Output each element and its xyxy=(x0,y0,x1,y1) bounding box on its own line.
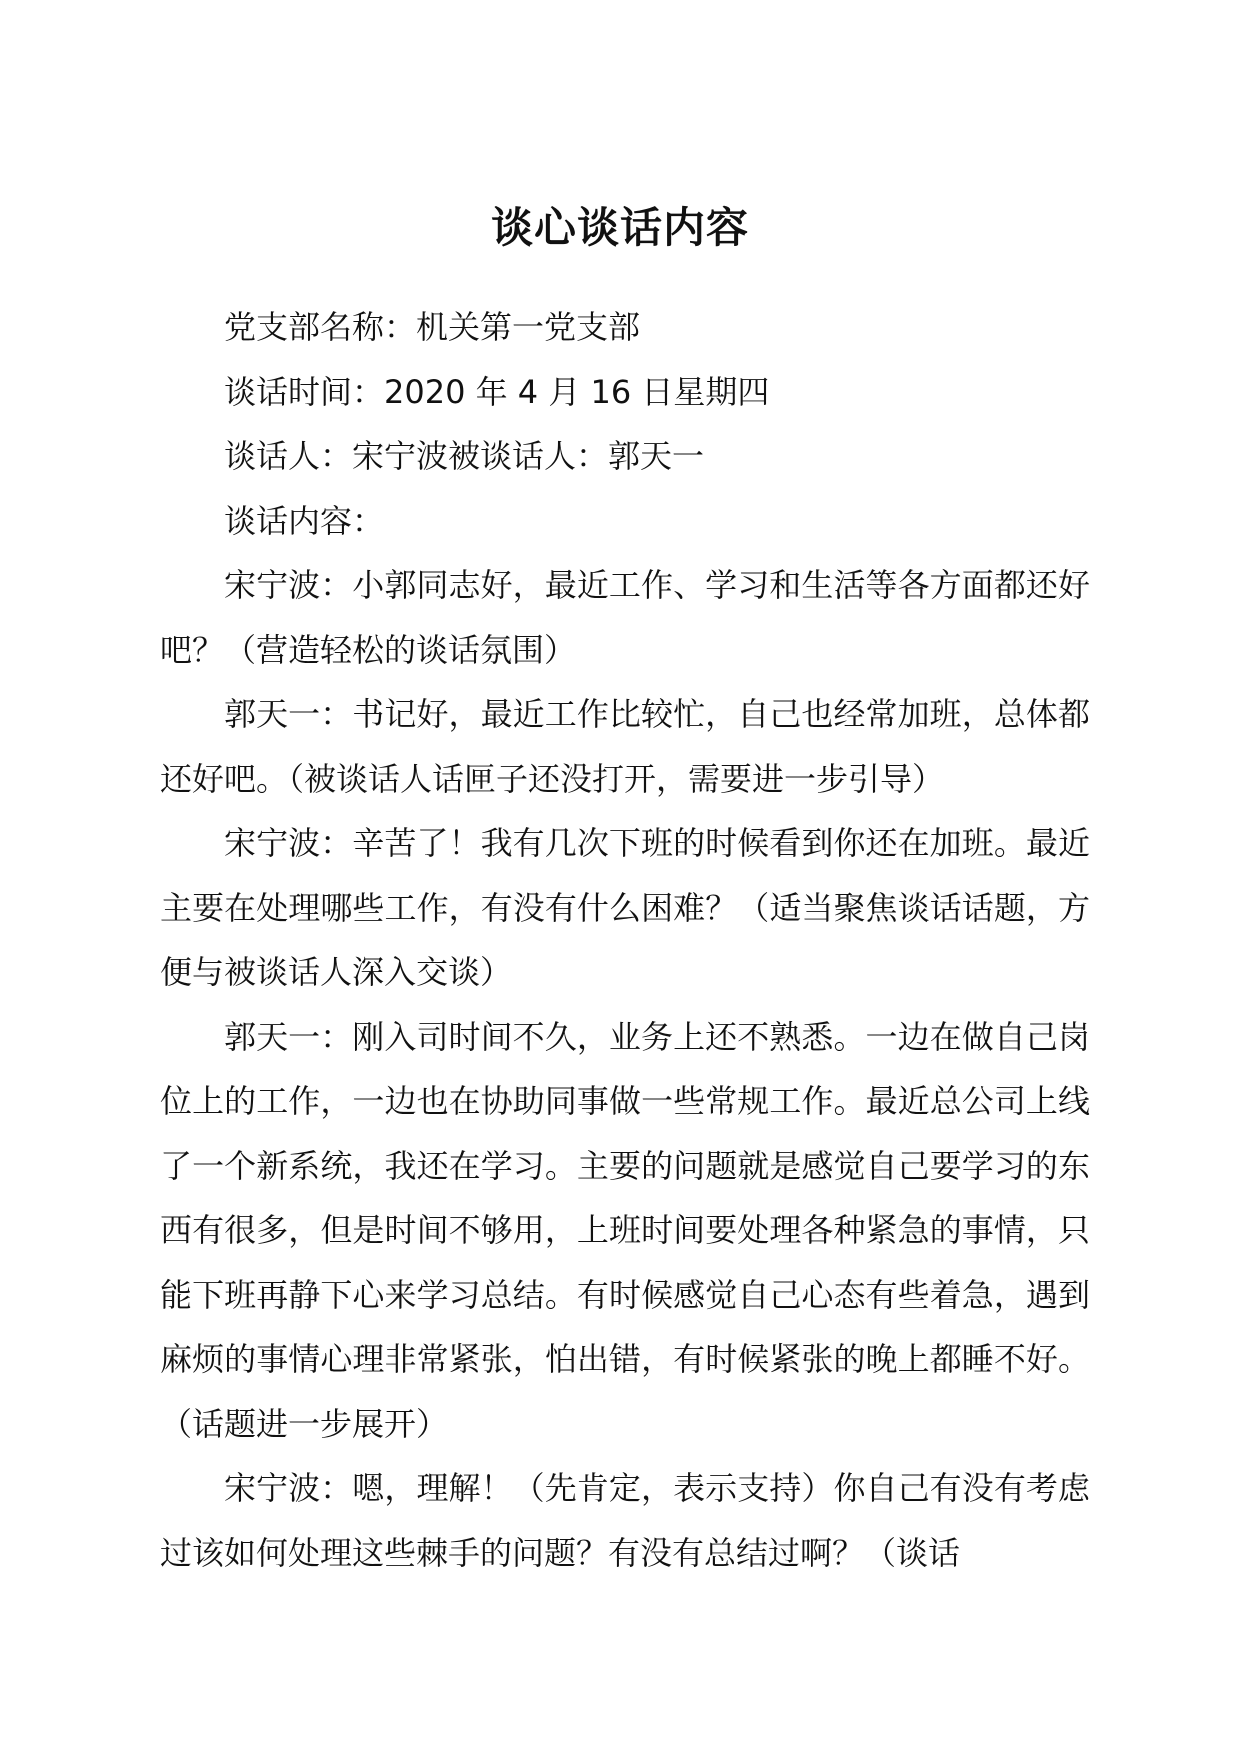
dialogue-paragraph: 宋宁波：小郭同志好，最近工作、学习和生活等各方面都还好吧？（营造轻松的谈话氛围） xyxy=(160,566,1090,669)
branch-name-line: 党支部名称：机关第一党支部 xyxy=(224,308,641,346)
document-title: 谈心谈话内容 xyxy=(490,203,749,252)
dialogue-paragraph: 宋宁波：辛苦了！我有几次下班的时候看到你还在加班。最近主要在处理哪些工作，有没有什么困难？（适当聚焦谈话话题，方便与被谈话人深入交谈） xyxy=(160,824,1090,991)
dialogue-paragraph: 郭天一：书记好，最近工作比较忙，自己也经常加班，总体都还好吧。（被谈话人话匣子还没打开，需要进一步引导） xyxy=(160,695,1090,798)
dialogue-paragraph: 郭天一：刚入司时间不久，业务上还不熟悉。一边在做自己岗位上的工作，一边也在协助同事做一些常规工作。最近总公司上线了一个新系统，我还在学习。主要的问题就是感觉自己要学习的东西有很多，但是时间不够用，上班时间要处理各种紧急的事情，只能下班再静下心来学习总结。有时候感觉自己心态有些着急，遇到麻烦的事情心理非常紧张，怕出错，有时候紧张的晚上都睡不好。（话题进一步展开） xyxy=(160,1017,1090,1443)
dialogue-paragraph: 宋宁波：嗯，理解！（先肯定，表示支持）你自己有没有考虑过该如何处理这些棘手的问题？有没有总结过啊？（谈话 xyxy=(160,1469,1090,1572)
content-heading: 谈话内容： xyxy=(224,501,385,540)
participants-line: 谈话人：宋宁波被谈话人：郭天一 xyxy=(224,437,705,475)
talk-time-line: 谈话时间：2020 年 4 月 16 日星期四 xyxy=(224,372,770,411)
document-body xyxy=(160,295,1090,1585)
